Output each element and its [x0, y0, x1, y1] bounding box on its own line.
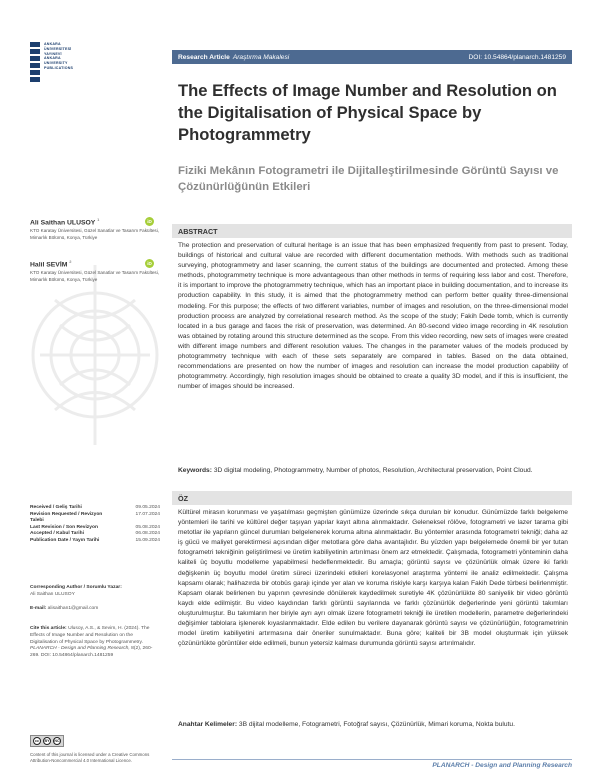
cc-license-badge[interactable]	[30, 735, 64, 747]
keywords-text: 3D digital modeling, Photogrammetry, Number of photos, Resolution, Architectural preservation, Point Cloud.	[213, 467, 533, 474]
title-turkish: Fiziki Mekânın Fotogrametri ile Dijitalleştirilmesinde Görüntü Sayısı ve Çözünürlüğünün Etkileri	[178, 165, 559, 193]
article-type: Research Article	[178, 53, 230, 61]
article-dates	[30, 505, 160, 545]
date-row: Accepted / Kabul Tarihi 06.08.2024	[30, 531, 160, 537]
article-header-bar	[172, 50, 572, 64]
doi-link[interactable]: DOI: 10.54864/planarch.1481259	[468, 53, 566, 61]
nc-icon: NC	[54, 739, 60, 743]
orcid-icon[interactable]: iD	[145, 217, 154, 226]
author-name: Halil SEVİM	[30, 261, 68, 269]
citation-journal: PLANARCH - Design and Planning Research,	[30, 646, 130, 652]
publisher-logo-icon	[30, 42, 40, 82]
author-affiliation: KTO Karatay Üniversitesi, Güzel Sanatlar ve Tasarım Fakültesi, Mimarlık Bölümü, Konya, Türkiye	[30, 228, 160, 240]
publisher-logo-text: ANKARA ÜNİVERSİTESİ YAYINEVİ ANKARA UNIVERSITY PUBLICATIONS	[44, 42, 74, 70]
citation-block	[30, 626, 160, 660]
author-1	[30, 217, 160, 241]
anahtar-text: 3B dijital modelleme, Fotogrametri, Fotoğraf sayısı, Çözünürlük, Mimari koruma, Nokta bulutu.	[238, 721, 515, 728]
date-row: Publication Date / Yayın Tarihi 15.09.2024	[30, 537, 160, 543]
keywords-label: Keywords:	[178, 467, 212, 474]
author-sup: 2	[69, 259, 72, 264]
abstract-body: The protection and preservation of cultural heritage is an issue that has been emphasized frequently from past to present. Today, buildings of historical and cultural value are recorded with different documentation methods. With methods such as traditional surveying, photogrammetry and laser scanning, the current status of the buildings are documented and protected. Among these methods, photogrammetry technique is more advantageous than other methods in terms of requiring less labor and cost. Therefore, it is important to improve the photogrammetry technique, which has an important place in building documentation, and to increase its production capability. In this study, it is aimed that the photogrammetry method can perform better quality three-dimensional modeling. For this purpose; the effects of two different variables, number of images and resolution, on the three-dimensional model production process are analyzed by correlational research method. As the scope of the study; Fakih Dede tomb, which is currently located in a bus garage and faces the risk of preservation, was determined. An 80-second video image recording in 4K resolution was obtained by rotating around this structure determined as the scope. From this video recording, new sets of images were created with different image numbers and different resolution values. The changes in the parameter values of the models produced by photogrammetry technique with each of these sets separately are compared in tables. Based on the data obtained, recommendations are presented on how the number of images and resolution can increase the model production capability of photogrammetry. Accordingly, high resolution images should be obtained to create a quality 3D model, and if this is insufficient, the number of images should be increased.	[178, 242, 568, 391]
by-icon: BY	[44, 739, 50, 743]
author-name: Ali Saithan ULUSOY	[30, 219, 96, 227]
author-affiliation: KTO Karatay Üniversitesi, Güzel Sanatlar ve Tasarım Fakültesi, Mimarlık Bölümü, Konya, Türkiye	[30, 270, 160, 282]
date-row: Revision Requested / Revizyon Talebi 17.07.2024	[30, 511, 160, 524]
citation-details[interactable]: 8(2), 260-269. DOI: 10.54864/planarch.1481259	[30, 646, 153, 659]
corresponding-author	[30, 585, 160, 599]
citation-label: Cite this article:	[30, 626, 67, 631]
journal-footer: PLANARCH - Design and Planning Research	[432, 762, 572, 769]
corresponding-label: Corresponding Author / Sorumlu Yazar:	[30, 585, 122, 590]
footer-divider	[172, 759, 572, 760]
anahtar-kelimeler	[178, 720, 568, 730]
oz-heading: ÖZ	[172, 491, 572, 505]
orcid-icon[interactable]: iD	[145, 259, 154, 268]
title-english: The Effects of Image Number and Resolution on the Digitalisation of Physical Space by Photogrammetry	[178, 81, 557, 144]
date-row: Received / Geliş Tarihi 09.05.2024	[30, 505, 160, 510]
publisher-logo	[30, 42, 73, 82]
abstract-heading: ABSTRACT	[172, 224, 572, 238]
cc-icon: cc	[35, 739, 39, 743]
date-row: Last Revision / Son Revizyon 05.08.2024	[30, 524, 160, 530]
article-type-tr: Araştırma Makalesi	[232, 53, 290, 61]
corresponding-name: Ali Saithan ULUSOY	[30, 591, 75, 597]
license-text: Content of this journal is licensed under a Creative Commons Attribution-Noncommercial 4.0 International Licence.	[30, 752, 150, 763]
keywords	[178, 466, 568, 476]
email-label: E-mail:	[30, 606, 47, 611]
email-link[interactable]: alisaithan1@gmail.com	[47, 606, 99, 611]
oz-body: Kültürel mirasın korunması ve yaşatılması geçmişten günümüze üzerinde sıkça durulan bir konudur. Günümüzde farklı belgeleme yöntemleri ile tarihi ve kültürel değer taşıyan yapılar kayıt altına alınmaktadır. Geleneksel rölöve, fotogrametri ve lazer tarama gibi metotlar ile yapıların güncel durumları belgelenerek koruma altına alınmaktadır. Bu yöntemler arasında fotogrametri tekniği; daha az iş gücü ve maliyet gerektirmesi açısından diğer metotlara göre daha avantajlıdır. Bu yüzden yapı belgelemede önemli bir yer tutan fotogrametri tekniğinin geliştirilmesi ve üretim kabiliyetinin artırılması önem arz etmektedir. Çalışmada, fotogrametri yönteminin daha kaliteli üç boyutlu modelleme yapabilmesi hedeflenmektedir. Bu amaçla; görüntü sayısı ve çözünürlük olmak üzere iki farklı değişkenin üç boyutlu model üretim süreci üzerindeki etkileri korelasyonel araştırma yöntemi ile analiz edilmektedir. Çalışma kapsamı olarak; halihazırda bir otobüs garajı içinde yer alan ve koruma riskiyle karşı karşıya kalan Fakih Dede türbesi belirlenmiştir. Kapsam olarak belirlenen bu yapının çevresinde dönülerek kaydedilmek suretiyle 4K çözünürlükte 80 saniyelik bir video görüntü kaydı elde edilmiştir. Bu video kaydından farklı görüntü sayılarında ve farklı çözünürlük değerlerinde yeni görüntü takımları oluşturulmuştur. Bu takımların her biriyle ayrı ayrı olmak üzere fotogrametri tekniği ile üretilen modellerin, parametre değerlerindeki değişimler tablolara işlenerek kıyaslanmaktadır. Elde edilen bu verilere dayanarak görüntü sayısı ve çözünürlüğün, fotogrametrinin model üretim kabiliyetini artırmasına dair öneriler sunulmaktadır. Buna göre; kaliteli bir 3B model oluşturmak için yüksek çözünürlükte görüntüler elde edilmeli, bunun yetersiz kalması durumunda görüntü sayısı artırılmalıdır.	[178, 509, 568, 648]
anahtar-label: Anahtar Kelimeler:	[178, 721, 238, 728]
citation-text: Ulusoy, A.S., & Sevim, H. (2024). The Effects of Image Number and Resolution on the Digitalisation of Physical Space by Photogrammetry.	[30, 626, 150, 645]
corresponding-email	[30, 606, 160, 613]
author-2	[30, 259, 160, 283]
author-sup: 1	[97, 217, 100, 222]
